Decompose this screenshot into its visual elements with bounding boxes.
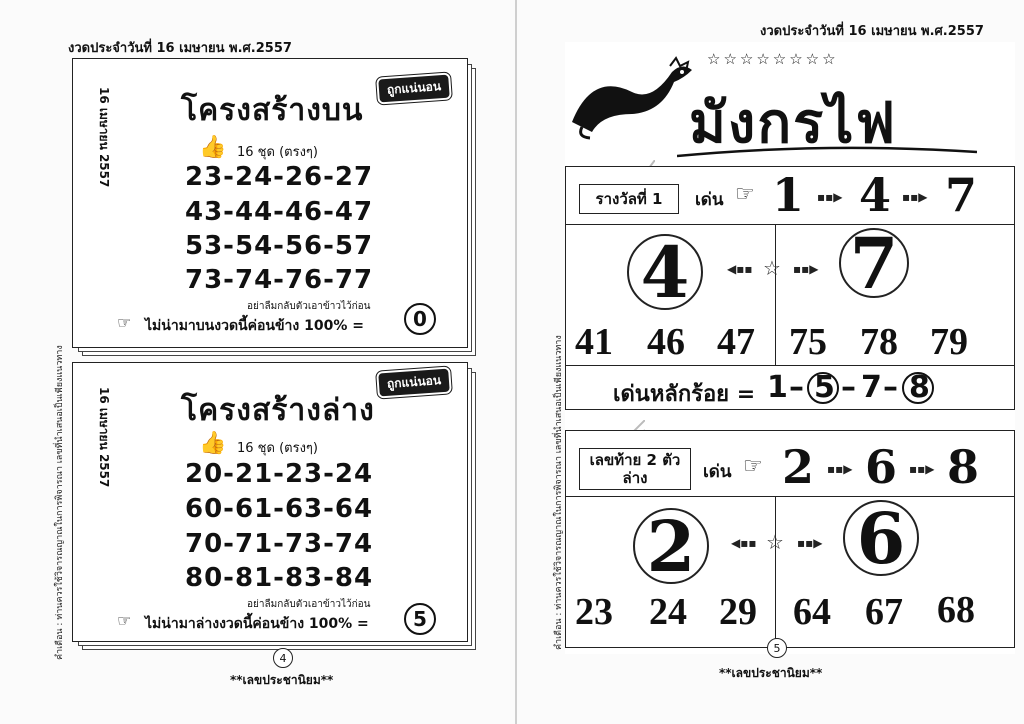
hundreds-label: เด่นหลักร้อย =	[613, 382, 756, 407]
page-header: งวดประจำวันที่ 16 เมษายน พ.ศ.2557	[68, 41, 292, 56]
arrow-right-icon: ▪▪▶	[817, 190, 843, 204]
page-number: 4	[273, 648, 293, 668]
den-label: เด่น	[695, 190, 724, 210]
number-pair: 75	[789, 321, 827, 363]
last2-label	[579, 448, 691, 490]
card-subtitle: 16 ชุด (ตรงๆ)	[237, 441, 318, 456]
badge-sure: ถูกแน่นอน	[376, 366, 452, 398]
number-row: 53-54-56-57	[185, 231, 374, 261]
pointing-hand-icon: ☞	[743, 454, 763, 479]
key-digit: 8	[947, 440, 980, 494]
pointing-hand-icon: ☞	[117, 611, 132, 630]
number-row: 23-24-26-27	[185, 162, 374, 192]
card-lower-structure	[72, 362, 468, 642]
rating-stars: ☆☆☆☆☆☆☆☆	[707, 50, 839, 68]
divider	[775, 224, 776, 366]
prize1-label: รางวัลที่ 1	[579, 184, 679, 214]
star-icon: ☆	[766, 530, 784, 554]
number-pair: 79	[930, 321, 968, 363]
last2-label-line1: เลขท้าย 2 ตัว	[589, 451, 681, 469]
divider	[565, 496, 1015, 497]
number-pair: 64	[793, 591, 831, 633]
side-disclaimer: คำเตือน : ท่านควรใช้วิจารณญาณในการพิจารณา เลขที่นำเสนอเป็นเพียงแนวทาง	[554, 335, 564, 650]
hundreds-digit: 7	[861, 370, 882, 405]
number-pair: 78	[860, 321, 898, 363]
den-label: เด่น	[703, 462, 732, 482]
dragon-icon	[562, 52, 702, 142]
number-pair: 24	[649, 591, 687, 633]
divider	[775, 496, 776, 648]
key-digit: 6	[865, 440, 898, 494]
arrow-right-icon: ▪▪▶	[797, 536, 823, 550]
key-digit: 4	[859, 168, 892, 222]
number-row: 43-44-46-47	[185, 197, 374, 227]
number-pair: 47	[717, 321, 755, 363]
card-subtitle: 16 ชุด (ตรงๆ)	[237, 145, 318, 160]
star-icon: ☆	[763, 256, 781, 280]
hundreds-digit: 1	[767, 370, 788, 405]
side-disclaimer: คำเตือน : ท่านควรใช้วิจารณญาณในการพิจารณา เลขที่นำเสนอเป็นเพียงแนวทาง	[55, 345, 65, 660]
key-digit: 1	[772, 168, 805, 222]
page-footer: **เลขประชานิยม**	[230, 673, 334, 687]
pointing-hand-icon: ☞	[735, 182, 755, 207]
dash: –	[841, 370, 856, 405]
excluded-digit: 0	[404, 303, 436, 335]
key-digit: 7	[945, 168, 978, 222]
number-pair: 23	[575, 591, 613, 633]
number-pair: 67	[865, 591, 903, 633]
vertical-date: 16 เมษายน 2557	[97, 387, 111, 488]
arrow-left-icon: ◀▪▪	[731, 536, 757, 550]
highlight-circle: 7	[839, 228, 909, 298]
dash: –	[883, 370, 898, 405]
number-pair: 68	[937, 589, 975, 631]
divider	[565, 224, 1015, 225]
arrow-right-icon: ▪▪▶	[793, 262, 819, 276]
excluded-digit: 5	[404, 603, 436, 635]
number-pair: 29	[719, 591, 757, 633]
pointing-hand-icon: ☞	[117, 313, 132, 332]
hundreds-digit: 8	[909, 370, 930, 405]
card-title: โครงสร้างบน	[181, 93, 364, 128]
highlight-circle: 6	[843, 500, 919, 576]
dash: –	[789, 370, 804, 405]
highlight-circle: 2	[633, 508, 709, 584]
page-header: งวดประจำวันที่ 16 เมษายน พ.ศ.2557	[760, 24, 984, 39]
last2-label-line2: ล่าง	[622, 469, 648, 487]
highlight-circle: 4	[627, 234, 703, 310]
card-title: โครงสร้างล่าง	[181, 393, 375, 428]
arrow-right-icon: ▪▪▶	[902, 190, 928, 204]
main-title: มังกรไฟ	[689, 90, 898, 156]
title-underline	[677, 144, 977, 160]
thumbs-up-icon: 👍	[199, 431, 227, 456]
arrow-right-icon: ▪▪▶	[909, 462, 935, 476]
number-pair: 41	[575, 321, 613, 363]
number-row: 73-74-76-77	[185, 265, 374, 295]
card-upper-structure	[72, 58, 468, 348]
card-reminder: อย่าลืมกลับตัวเอาข้าวไว้ก่อน	[247, 301, 371, 312]
card-note: ไม่น่ามาล่างงวดนี้ค่อนข้าง 100% =	[145, 616, 369, 632]
badge-sure: ถูกแน่นอน	[376, 72, 452, 104]
number-row: 60-61-63-64	[185, 494, 374, 524]
arrow-right-icon: ▪▪▶	[827, 462, 853, 476]
number-row: 70-71-73-74	[185, 529, 374, 559]
number-pair: 46	[647, 321, 685, 363]
key-digit: 2	[782, 440, 815, 494]
page-number: 5	[767, 638, 787, 658]
arrow-left-icon: ◀▪▪	[727, 262, 753, 276]
number-row: 80-81-83-84	[185, 563, 374, 593]
card-reminder: อย่าลืมกลับตัวเอาข้าวไว้ก่อน	[247, 599, 371, 610]
hundreds-digit: 5	[814, 370, 835, 405]
card-note: ไม่น่ามาบนงวดนี้ค่อนข้าง 100% =	[145, 318, 364, 334]
right-page	[515, 0, 1024, 724]
page-footer: **เลขประชานิยม**	[719, 666, 823, 680]
vertical-date: 16 เมษายน 2557	[97, 87, 111, 188]
thumbs-up-icon: 👍	[199, 135, 227, 160]
number-row: 20-21-23-24	[185, 459, 374, 489]
